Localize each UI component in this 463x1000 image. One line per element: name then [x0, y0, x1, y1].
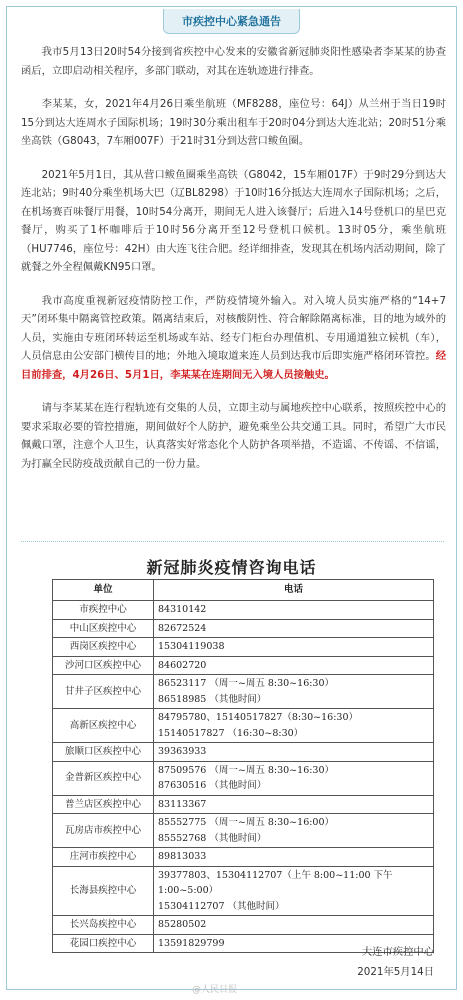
table-row [53, 743, 434, 762]
watermark: @人民日报 [192, 985, 238, 995]
unit-cell: 瓦房店市疾控中心 [53, 814, 154, 848]
unit-cell: 普兰店区疾控中心 [53, 795, 154, 814]
phone-number: 82672524 [158, 622, 207, 634]
unit-cell: 沙河口区疾控中心 [53, 656, 154, 675]
phone-cell [154, 814, 434, 848]
paragraph-2: 李某某，女，2021年4月26日乘坐航班（MF8288，座位号：64J）从兰州于当日19时15分到达大连周水子国际机场；19时30分乘出租车于20时04分到达大连北站；20时51分乘坐高铁（G8043，7车厢007F）于21时31分到达营口鲅鱼圈。 [21, 98, 446, 147]
table-row [53, 814, 434, 848]
unit-cell: 庄河市疾控中心 [53, 848, 154, 867]
hotline-header-row [53, 580, 434, 601]
unit-cell: 甘井子区疾控中心 [53, 675, 154, 709]
phone-cell [154, 848, 434, 867]
table-row [53, 709, 434, 743]
phone-cell [154, 761, 434, 795]
paragraph-3: 2021年5月1日，其从营口鲅鱼圈乘坐高铁（G8042，15车厢017F）于9时29分到达大连北站；9时40分乘坐机场大巴（辽BL8298）于10时16分抵达大连周水子国际机场；之后，在机场赛百味餐厅用餐，10时54分离开，期间无人进入该餐厅；后进入14号登机口的星巴克餐厅，购买了1杯咖啡后于10时56分离开至12号登机口候机。13时05分，乘坐航班（HU7746，座位号：42H）由大连飞往合肥。经详细排查，发现其在机场内活动期间，除了就餐之外全程佩戴KN95口罩。 [21, 168, 446, 273]
unit-cell: 长海县疾控中心 [53, 866, 154, 916]
paragraph-4 [21, 292, 446, 385]
unit-cell: 花园口疾控中心 [53, 934, 154, 953]
phone-cell [154, 656, 434, 675]
phone-number: 87630516 （其他时间） [158, 780, 267, 791]
signature-date: 2021年5月14日 [357, 966, 434, 978]
phone-number: 85552768 （其他时间） [158, 832, 267, 844]
phone-cell [154, 675, 434, 709]
unit-cell: 金普新区疾控中心 [53, 761, 154, 795]
column-header-unit: 单位 [53, 580, 154, 601]
phone-number: 86523117 （周一~周五 8:30~16:30） [158, 678, 335, 689]
signature-org: 大连市疾控中心 [361, 946, 434, 958]
phone-number: 84795780、15140517827（8:30~16:30） [158, 712, 359, 723]
phone-number: 84602720 [158, 659, 207, 671]
phone-cell [154, 709, 434, 743]
phone-cell [154, 743, 434, 762]
section-divider [21, 541, 444, 542]
title-bar [7, 7, 456, 35]
phone-cell [154, 866, 434, 916]
phone-number: 39377803、15304112707（上午 8:00~11:00 下午 1:00~5:00） [158, 869, 393, 896]
phone-number: 85552775 （周一~周五 8:30~16:00） [158, 817, 335, 828]
phone-number: 86518985 （其他时间） [158, 693, 267, 705]
phone-number: 39363933 [158, 746, 207, 757]
hotline-table-body [53, 601, 434, 953]
phone-number: 83113367 [158, 798, 207, 810]
phone-cell [154, 619, 434, 638]
phone-number: 87509576 （周一~周五 8:30~16:30） [158, 764, 335, 776]
table-row [53, 619, 434, 638]
table-row [53, 866, 434, 916]
phone-number: 89813033 [158, 851, 207, 862]
table-row [53, 638, 434, 657]
unit-cell: 中山区疾控中心 [53, 619, 154, 638]
phone-number: 15140517827 （16:30~8:30） [158, 727, 304, 739]
unit-cell: 旅顺口区疾控中心 [53, 743, 154, 762]
unit-cell: 市疾控中心 [53, 601, 154, 620]
phone-cell [154, 916, 434, 935]
notice-frame [6, 6, 457, 995]
phone-number: 13591829799 [158, 937, 225, 949]
table-row [53, 656, 434, 675]
phone-number: 85280502 [158, 919, 207, 930]
unit-cell: 西岗区疾控中心 [53, 638, 154, 657]
paragraph-4-text: 我市高度重视新冠疫情防控工作，严防疫情境外输入。对入境人员实施严格的“14+7天”闭环集中隔离管控政策。隔离结束后，对核酸阴性、符合解除隔离标准，目的地为域外的人员，实施由专班闭环转运至机场或车站、经专门柜台办理值机、专用通道独立候机（车），人员信息由公安部门横传目的地；外地入境取道来连人员到达我市后即实施严格闭环管控。 [21, 294, 446, 362]
phone-number: 84310142 [158, 604, 207, 615]
paragraph-1: 我市5月13日20时54分接到省疾控中心发来的安徽省新冠肺炎阳性感染者李某某的协查函后，立即启动相关程序，多部门联动，对其在连轨迹进行排查。 [21, 46, 446, 77]
table-row [53, 675, 434, 709]
hotline-title: 新冠肺炎疫情咨询电话 [146, 558, 317, 577]
table-row [53, 848, 434, 867]
table-row [53, 761, 434, 795]
phone-cell [154, 795, 434, 814]
column-header-phone: 电话 [154, 580, 434, 601]
unit-cell: 高新区疾控中心 [53, 709, 154, 743]
table-row [53, 795, 434, 814]
hotline-table [52, 579, 434, 953]
notice-title: 市疾控中心紧急通告 [163, 9, 300, 34]
signature-block [357, 942, 434, 982]
notice-body [21, 43, 446, 488]
phone-number: 15304112707 （其他时间） [158, 900, 285, 912]
paragraph-5: 请与李某某在连行程轨迹有交集的人员，立即主动与属地疾控中心联系，按照疾控中心的要求采取必要的管控措施，期间做好个人防护，避免乘坐公共交通工具。同时，希望广大市民佩戴口罩，注意个人卫生，认真落实好常态化个人防护各项举措，不造谣、不传谣、不信谣，为打赢全民防疫战贡献自己的一份力量。 [21, 402, 446, 470]
table-row [53, 601, 434, 620]
paragraph-4-highlight: 经目前排查，4月26日、5月1日，李某某在连期间无入境人员接触史。 [21, 350, 446, 381]
phone-cell [154, 638, 434, 657]
table-row [53, 916, 434, 935]
unit-cell: 长兴岛疾控中心 [53, 916, 154, 935]
phone-number: 15304119038 [158, 641, 225, 652]
phone-cell [154, 601, 434, 620]
